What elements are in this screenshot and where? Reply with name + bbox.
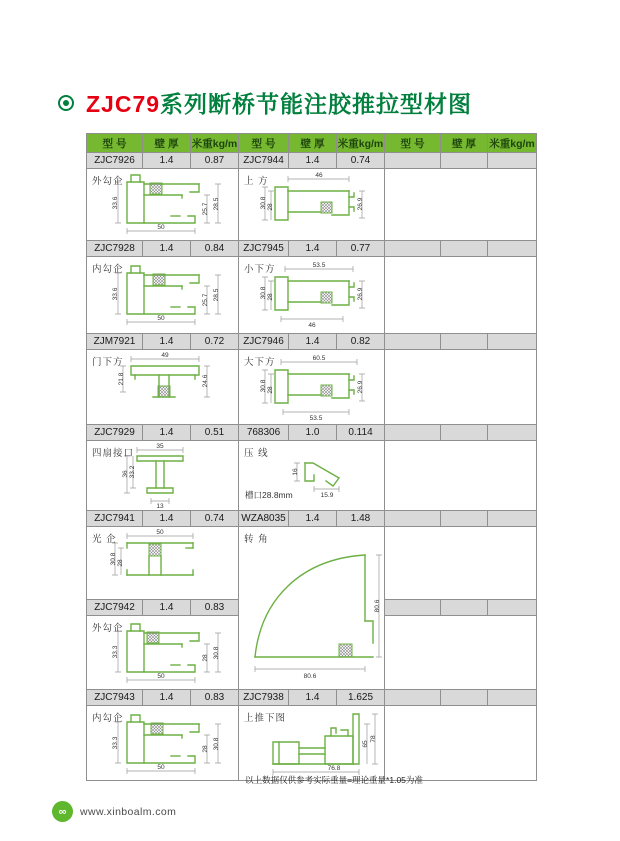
dim-label: 53.5 bbox=[309, 415, 323, 422]
model-cell-empty bbox=[385, 511, 441, 527]
model-cell: ZJC7929 bbox=[87, 425, 143, 441]
dim-label: 33.2 bbox=[129, 465, 136, 479]
wall-cell: 1.4 bbox=[143, 425, 191, 441]
dim-label: 28 bbox=[267, 203, 274, 211]
diagram-cell bbox=[87, 169, 239, 241]
header-row bbox=[87, 134, 537, 153]
profile-name: 上 方 bbox=[244, 176, 269, 187]
dim-label: 26.9 bbox=[357, 380, 364, 394]
weight-cell: 0.74 bbox=[191, 511, 239, 527]
dim-label: 46 bbox=[308, 322, 316, 329]
model-cell-empty bbox=[385, 153, 441, 169]
col-header-wall: 壁 厚 bbox=[143, 134, 191, 153]
title-series: ZJC79 bbox=[86, 91, 161, 117]
diagram-cell-empty bbox=[385, 527, 537, 600]
weight-cell: 0.77 bbox=[337, 241, 385, 257]
wall-cell-empty bbox=[441, 511, 488, 527]
wall-cell-empty bbox=[441, 334, 488, 350]
weight-cell-empty bbox=[488, 690, 537, 706]
weight-cell-empty bbox=[488, 153, 537, 169]
col-header-model: 型 号 bbox=[87, 134, 143, 153]
diagram-cell-empty bbox=[385, 169, 537, 241]
model-cell: ZJC7938 bbox=[239, 690, 289, 706]
profile-name: 光 企 bbox=[92, 534, 117, 545]
weight-cell: 1.625 bbox=[337, 690, 385, 706]
dim-label: 33.3 bbox=[112, 736, 119, 750]
profile-name: 外勾企 bbox=[92, 176, 124, 187]
logo bbox=[52, 801, 176, 822]
wall-cell: 1.4 bbox=[289, 511, 337, 527]
weight-cell-empty bbox=[488, 511, 537, 527]
dim-label: 15.9 bbox=[320, 492, 334, 499]
wall-cell: 1.4 bbox=[143, 600, 191, 616]
weight-cell: 0.87 bbox=[191, 153, 239, 169]
dim-label: 25.7 bbox=[202, 293, 209, 307]
weight-cell: 0.51 bbox=[191, 425, 239, 441]
model-cell: ZJC7941 bbox=[87, 511, 143, 527]
wall-cell: 1.0 bbox=[289, 425, 337, 441]
model-cell-empty bbox=[385, 690, 441, 706]
diagram-cell bbox=[239, 169, 385, 241]
profile-name: 压 线 bbox=[244, 448, 269, 459]
profile-diagram-zhuanjiao bbox=[239, 531, 385, 690]
weight-cell-empty bbox=[488, 600, 537, 616]
model-row bbox=[87, 425, 537, 441]
title-rest: 系列断桥节能注胶推拉型材图 bbox=[160, 91, 473, 117]
dim-label: 25.7 bbox=[202, 202, 209, 216]
diagram-cell bbox=[87, 706, 239, 781]
diagram-cell bbox=[239, 350, 385, 425]
diagram-cell-empty bbox=[385, 706, 537, 781]
model-cell: ZJC7945 bbox=[239, 241, 289, 257]
model-cell: ZJC7926 bbox=[87, 153, 143, 169]
model-cell: 768306 bbox=[239, 425, 289, 441]
col-header-model: 型 号 bbox=[385, 134, 441, 153]
dim-label: 21.8 bbox=[118, 372, 125, 386]
col-header-model: 型 号 bbox=[239, 134, 289, 153]
dim-label: 49 bbox=[161, 352, 169, 359]
weight-cell: 0.84 bbox=[191, 241, 239, 257]
col-header-weight: 米重kg/m bbox=[488, 134, 537, 153]
diagram-cell-empty bbox=[385, 257, 537, 334]
dim-label: 80.6 bbox=[303, 673, 317, 680]
col-header-wall: 壁 厚 bbox=[441, 134, 488, 153]
weight-cell: 0.74 bbox=[337, 153, 385, 169]
dim-label: 33.6 bbox=[112, 287, 119, 301]
dim-label: 24.6 bbox=[202, 374, 209, 388]
model-cell: ZJC7928 bbox=[87, 241, 143, 257]
dim-label: 50 bbox=[157, 315, 165, 322]
diagram-cell bbox=[239, 257, 385, 334]
wall-cell: 1.4 bbox=[289, 241, 337, 257]
weight-cell: 1.48 bbox=[337, 511, 385, 527]
dim-label: 28 bbox=[202, 745, 209, 753]
col-header-weight: 米重kg/m bbox=[191, 134, 239, 153]
dim-label: 28.5 bbox=[213, 288, 220, 302]
profile-name: 上推下图 bbox=[244, 713, 287, 724]
dim-label: 30.8 bbox=[110, 552, 117, 566]
model-row bbox=[87, 511, 537, 527]
dim-label: 36 bbox=[122, 470, 129, 478]
model-cell-empty bbox=[385, 425, 441, 441]
wall-cell: 1.4 bbox=[289, 334, 337, 350]
diagram-cell bbox=[239, 441, 385, 511]
diagram-cell bbox=[87, 441, 239, 511]
dim-label: 33.6 bbox=[112, 196, 119, 210]
diagram-cell bbox=[87, 257, 239, 334]
dim-label: 28 bbox=[267, 293, 274, 301]
weight-cell: 0.114 bbox=[337, 425, 385, 441]
dim-label: 50 bbox=[157, 673, 165, 680]
model-cell-empty bbox=[385, 241, 441, 257]
model-cell: ZJC7944 bbox=[239, 153, 289, 169]
diagram-cell bbox=[87, 527, 239, 600]
profile-name: 门下方 bbox=[92, 357, 124, 368]
wall-cell: 1.4 bbox=[143, 334, 191, 350]
website-url: www.xinboalm.com bbox=[80, 805, 177, 818]
dim-label: 28 bbox=[202, 654, 209, 662]
wall-cell: 1.4 bbox=[143, 153, 191, 169]
weight-cell-empty bbox=[488, 425, 537, 441]
model-cell: ZJC7946 bbox=[239, 334, 289, 350]
dim-label: 60.5 bbox=[312, 355, 326, 362]
diagram-cell-empty bbox=[385, 350, 537, 425]
profile-name: 四扇接口 bbox=[92, 448, 135, 459]
model-cell: ZJC7943 bbox=[87, 690, 143, 706]
dim-label: 28.5 bbox=[213, 197, 220, 211]
dim-label: 53.5 bbox=[312, 262, 326, 269]
diagram-cell-corner bbox=[239, 527, 385, 690]
model-cell: WZA8035 bbox=[239, 511, 289, 527]
dim-label: 78 bbox=[370, 735, 377, 743]
logo-icon: ∞ bbox=[52, 801, 73, 822]
dim-label: 28 bbox=[267, 386, 274, 394]
dim-label: 26.9 bbox=[357, 287, 364, 301]
model-cell-empty bbox=[385, 334, 441, 350]
profile-note: 槽口28.8mm bbox=[245, 490, 293, 500]
dim-label: 35 bbox=[156, 443, 164, 450]
weight-cell-empty bbox=[488, 334, 537, 350]
wall-cell-empty bbox=[441, 153, 488, 169]
profile-name: 大下方 bbox=[244, 357, 276, 368]
profile-name: 外勾企 bbox=[92, 623, 124, 634]
dim-label: 30.8 bbox=[213, 737, 220, 751]
profile-name: 内勾企 bbox=[92, 264, 124, 275]
wall-cell-empty bbox=[441, 690, 488, 706]
wall-cell-empty bbox=[441, 425, 488, 441]
weight-cell-empty bbox=[488, 241, 537, 257]
footer-note: 以上数据仅供参考实际重量=理论重量*1.05为准 bbox=[245, 775, 423, 785]
dim-label: 30.8 bbox=[213, 646, 220, 660]
model-row bbox=[87, 334, 537, 350]
weight-cell: 0.83 bbox=[191, 690, 239, 706]
model-cell: ZJC7942 bbox=[87, 600, 143, 616]
profile-name: 小下方 bbox=[244, 264, 276, 275]
dim-label: 50 bbox=[157, 224, 165, 231]
page-title bbox=[86, 86, 472, 119]
diagram-cell bbox=[87, 616, 239, 690]
weight-cell: 0.72 bbox=[191, 334, 239, 350]
wall-cell: 1.4 bbox=[143, 241, 191, 257]
diagram-cell-empty bbox=[385, 616, 537, 690]
page-title-row bbox=[58, 86, 472, 119]
dim-label: 65 bbox=[362, 740, 369, 748]
dim-label: 50 bbox=[156, 529, 164, 536]
wall-cell: 1.4 bbox=[143, 690, 191, 706]
model-row bbox=[87, 153, 537, 169]
col-header-weight: 米重kg/m bbox=[337, 134, 385, 153]
title-bullet-icon bbox=[58, 95, 74, 111]
dim-label: 30.8 bbox=[260, 286, 267, 300]
diagram-cell bbox=[239, 706, 385, 781]
weight-cell: 0.82 bbox=[337, 334, 385, 350]
dim-label: 46 bbox=[315, 172, 323, 179]
profile-name: 转 角 bbox=[244, 534, 269, 545]
dim-label: 80.6 bbox=[374, 599, 381, 613]
wall-cell-empty bbox=[441, 600, 488, 616]
wall-cell: 1.4 bbox=[289, 153, 337, 169]
model-row bbox=[87, 241, 537, 257]
model-row bbox=[87, 690, 537, 706]
dim-label: 28 bbox=[117, 559, 124, 567]
weight-cell: 0.83 bbox=[191, 600, 239, 616]
dim-label: 26.9 bbox=[357, 197, 364, 211]
dim-label: 30.8 bbox=[260, 196, 267, 210]
wall-cell: 1.4 bbox=[289, 690, 337, 706]
col-header-wall: 壁 厚 bbox=[289, 134, 337, 153]
dim-label: 16 bbox=[292, 468, 299, 476]
dim-label: 50 bbox=[157, 764, 165, 771]
diagram-cell bbox=[87, 350, 239, 425]
dim-label: 13 bbox=[156, 503, 164, 510]
diagram-cell-empty bbox=[385, 441, 537, 511]
profile-name: 内勾企 bbox=[92, 713, 124, 724]
dim-label: 33.3 bbox=[112, 645, 119, 659]
dim-label: 76.8 bbox=[327, 765, 341, 772]
wall-cell-empty bbox=[441, 241, 488, 257]
model-cell-empty bbox=[385, 600, 441, 616]
spec-table bbox=[86, 133, 537, 781]
dim-label: 30.8 bbox=[260, 379, 267, 393]
wall-cell: 1.4 bbox=[143, 511, 191, 527]
model-cell: ZJM7921 bbox=[87, 334, 143, 350]
